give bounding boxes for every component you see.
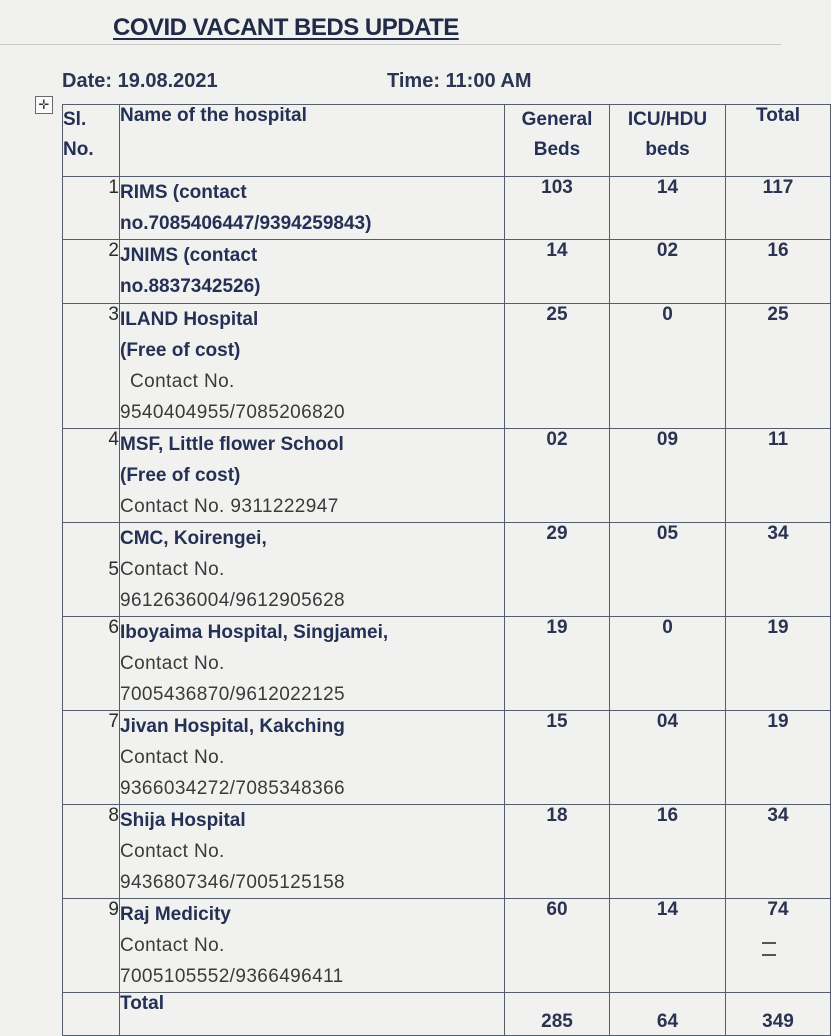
contact-number: 9540404955/7085206820: [120, 402, 346, 423]
header-general-beds: General Beds: [505, 105, 610, 177]
row-icu-beds: 0: [610, 304, 726, 429]
row-sl-no: 6: [63, 617, 120, 711]
report-date: Date: 19.08.2021: [62, 70, 218, 92]
table-row: [63, 523, 831, 617]
row-total: 16: [726, 240, 831, 304]
row-icu-beds: 09: [610, 429, 726, 523]
table-row: [63, 429, 831, 523]
row-icu-beds: 05: [610, 523, 726, 617]
row-general-beds: 25: [505, 304, 610, 429]
row-icu-beds: 04: [610, 711, 726, 805]
totals-sl-empty: [63, 993, 120, 1036]
row-hospital: [120, 617, 505, 711]
header-sl-no: Sl. No.: [63, 105, 120, 177]
hospital-contact: no.7085406447/9394259843): [120, 213, 372, 234]
row-sl-no: 5: [63, 523, 120, 617]
row-sl-no: 1: [63, 177, 120, 240]
totals-label: Total: [120, 993, 505, 1036]
row-hospital: [120, 899, 505, 993]
contact-label: Contact No.: [120, 841, 225, 862]
row-sl-no: 8: [63, 805, 120, 899]
row-hospital: [120, 523, 505, 617]
hospital-name: Raj Medicity: [120, 904, 231, 925]
row-hospital: [120, 240, 505, 304]
hospital-name: RIMS (contact: [120, 182, 247, 203]
hospital-note: (Free of cost): [120, 465, 241, 486]
table-header-row: [63, 105, 831, 177]
table-move-handle-icon[interactable]: ✛: [35, 96, 53, 114]
totals-general-beds: 285: [505, 993, 610, 1036]
row-icu-beds: 14: [610, 177, 726, 240]
contact-number: Contact No. 9311222947: [120, 496, 339, 517]
row-general-beds: 18: [505, 805, 610, 899]
row-sl-no: 4: [63, 429, 120, 523]
totals-total: 349: [726, 993, 831, 1036]
hospital-name: CMC, Koirengei,: [120, 528, 267, 549]
row-hospital: [120, 429, 505, 523]
row-hospital: [120, 304, 505, 429]
table-row: [63, 805, 831, 899]
contact-number: 9366034272/7085348366: [120, 778, 346, 799]
row-total: 34: [726, 805, 831, 899]
hospital-note: (Free of cost): [120, 340, 241, 361]
table-row: [63, 899, 831, 993]
header-rule: [0, 44, 781, 45]
hospital-name: Jivan Hospital, Kakching: [120, 716, 345, 737]
contact-label: Contact No.: [120, 935, 225, 956]
table-resize-icon[interactable]: [762, 942, 776, 956]
totals-row: [63, 993, 831, 1036]
row-total: 19: [726, 617, 831, 711]
table-row: [63, 711, 831, 805]
row-general-beds: 15: [505, 711, 610, 805]
page-title: COVID VACANT BEDS UPDATE: [113, 14, 459, 41]
row-total: 34: [726, 523, 831, 617]
row-general-beds: 02: [505, 429, 610, 523]
row-total: 25: [726, 304, 831, 429]
hospital-name: MSF, Little flower School: [120, 434, 344, 455]
row-total: 19: [726, 711, 831, 805]
contact-label: Contact No.: [130, 371, 235, 392]
row-hospital: [120, 805, 505, 899]
hospital-name: JNIMS (contact: [120, 245, 258, 266]
vacant-beds-table: [62, 104, 831, 1036]
row-general-beds: 14: [505, 240, 610, 304]
table-row: [63, 304, 831, 429]
row-general-beds: 29: [505, 523, 610, 617]
header-total: Total: [726, 105, 831, 177]
row-hospital: [120, 711, 505, 805]
row-total: 74: [726, 899, 831, 993]
header-hospital-name: Name of the hospital: [120, 105, 505, 177]
contact-label: Contact No.: [120, 653, 225, 674]
row-icu-beds: 16: [610, 805, 726, 899]
row-sl-no: 9: [63, 899, 120, 993]
contact-label: Contact No.: [120, 559, 225, 580]
row-general-beds: 60: [505, 899, 610, 993]
contact-number: 7005105552/9366496411: [120, 966, 344, 987]
row-total: 11: [726, 429, 831, 523]
row-icu-beds: 02: [610, 240, 726, 304]
row-sl-no: 7: [63, 711, 120, 805]
contact-number: 9612636004/9612905628: [120, 590, 346, 611]
row-total: 117: [726, 177, 831, 240]
table-row: [63, 240, 831, 304]
header-icu-beds: ICU/HDU beds: [610, 105, 726, 177]
hospital-name: ILAND Hospital: [120, 309, 259, 330]
hospital-name: Shija Hospital: [120, 810, 246, 831]
hospital-name: Iboyaima Hospital, Singjamei,: [120, 622, 389, 643]
row-sl-no: 2: [63, 240, 120, 304]
row-general-beds: 103: [505, 177, 610, 240]
row-sl-no: 3: [63, 304, 120, 429]
row-icu-beds: 14: [610, 899, 726, 993]
row-hospital: [120, 177, 505, 240]
table-row: [63, 177, 831, 240]
table-row: [63, 617, 831, 711]
row-general-beds: 19: [505, 617, 610, 711]
contact-number: 7005436870/9612022125: [120, 684, 346, 705]
report-time: Time: 11:00 AM: [387, 70, 532, 92]
row-icu-beds: 0: [610, 617, 726, 711]
totals-icu-beds: 64: [610, 993, 726, 1036]
contact-label: Contact No.: [120, 747, 225, 768]
contact-number: 9436807346/7005125158: [120, 872, 346, 893]
hospital-contact: no.8837342526): [120, 276, 261, 297]
